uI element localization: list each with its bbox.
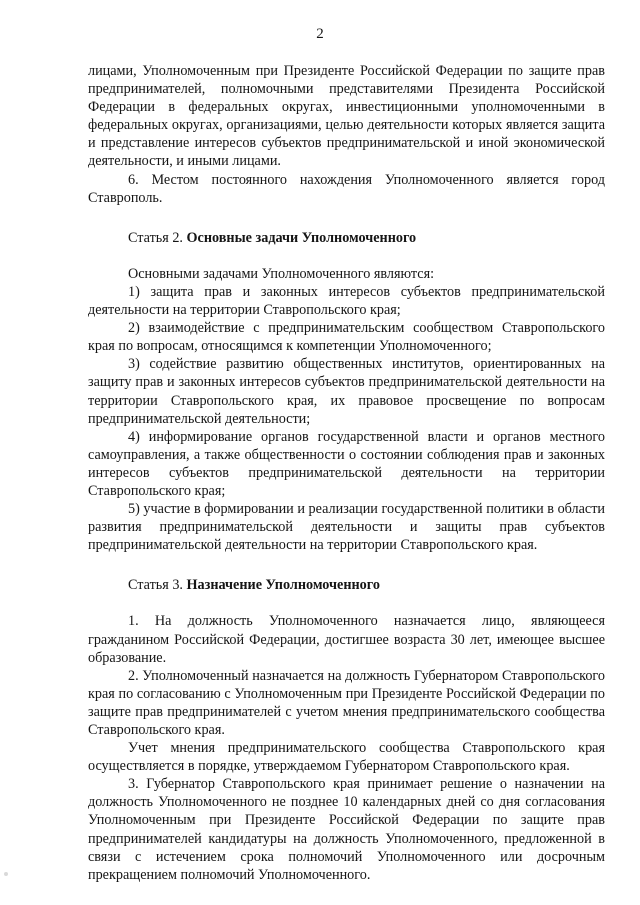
article-3-number: Статья 3. [128, 577, 183, 594]
article-2-item-4: 4) информирование органов государственной власти и органов местного самоуправления, а также общественности о состоянии соблюдения прав и законных интересов субъектов предпринимательской деятельности на территории Ставропольского края; [88, 428, 605, 499]
article-2-lead: Основными задачами Уполномоченного являются: [128, 265, 435, 282]
intro-paragraph-location: 6. Местом постоянного нахождения Уполномоченного является город Ставрополь. [88, 171, 605, 206]
document-body [88, 62, 605, 884]
article-3-paragraph-2: 2. Уполномоченный назначается на должность Губернатором Ставропольского края по согласованию с Уполномоченным при Президенте Российской Федерации по защите прав предпринимателей с учетом мнения предпринимательского сообщества Ставропольского края. [88, 667, 605, 738]
article-2-heading [88, 229, 605, 247]
article-3-title: Назначение Уполномоченного [186, 577, 380, 594]
article-2-title: Основные задачи Уполномоченного [186, 229, 417, 246]
article-3-heading [88, 576, 605, 594]
article-2-item-3: 3) содействие развитию общественных институтов, ориентированных на защиту прав и законных интересов субъектов предпринимательской деятельности на территории Ставропольского края, их правовое просвещение по вопросам предпринимательской деятельности; [88, 356, 605, 427]
intro-paragraph-continued: лицами, Уполномоченным при Президенте Российской Федерации по защите прав предпринимателей, полномочными представителями Президента Российской Федерации в федеральных округах, инвестиционными уполномоченными в федеральных округах, организациями, целью деятельности которых является защита и представление интересов субъектов предпринимательской и иной экономической деятельности, и иными лицами. [88, 63, 605, 170]
article-2-number: Статья 2. [128, 229, 183, 246]
article-3-paragraph-2-note: Учет мнения предпринимательского сообщества Ставропольского края осуществляется в порядке, утверждаемом Губернатором Ставропольского края. [88, 740, 605, 775]
article-2-item-2: 2) взаимодействие с предпринимательским сообществом Ставропольского края по вопросам, относящимся к компетенции Уполномоченного; [88, 320, 605, 355]
article-2-item-1: 1) защита прав и законных интересов субъектов предпринимательской деятельности на территории Ставропольского края; [88, 283, 605, 319]
scan-dot-mark [4, 872, 8, 876]
page-number: 2 [316, 26, 324, 42]
article-3-paragraph-1: 1. На должность Уполномоченного назначается лицо, являющееся гражданином Российской Федерации, достигшее возраста 30 лет, имеющее высшее образование. [88, 613, 605, 666]
article-2-item-5: 5) участие в формировании и реализации государственной политики в области развития предпринимательской деятельности и защиты прав субъектов предпринимательской деятельности на территории Ставропольского края. [88, 501, 605, 554]
article-3-paragraph-3: 3. Губернатор Ставропольского края принимает решение о назначении на должность Уполномоченного не позднее 10 календарных дней со дня согласования Уполномоченным при Президенте Российской Федерации по защите прав предпринимателей кандидатуры на должность Уполномоченного, предложенной в связи с истечением срока полномочий Уполномоченного или досрочным прекращением полномочий Уполномоченного. [88, 776, 605, 883]
